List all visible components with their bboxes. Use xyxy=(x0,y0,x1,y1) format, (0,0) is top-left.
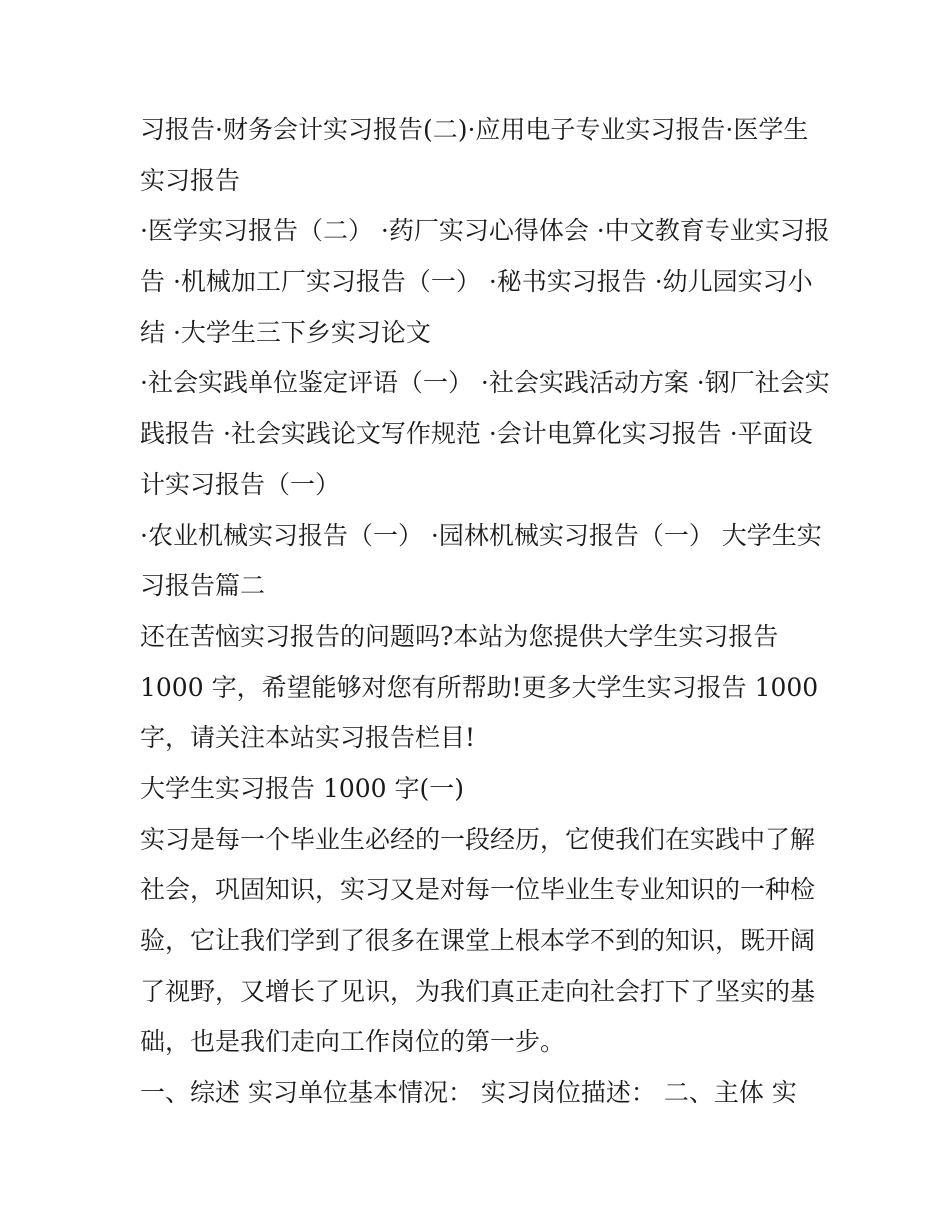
text-line: 一、综述 实习单位基本情况： 实习岗位描述： 二、主体 实 xyxy=(140,1078,797,1108)
text-line: 实习报告 xyxy=(140,165,241,195)
text-line: 习报告篇二 xyxy=(140,571,266,601)
text-line: 了视野，又增长了见识，为我们真正走向社会打下了坚实的基 xyxy=(140,976,816,1006)
text-line: 计实习报告（一） xyxy=(140,469,341,499)
text-line: 结 ·大学生三下乡实习论文 xyxy=(140,317,431,347)
text-line: ·农业机械实习报告（一） ·园林机械实习报告（一） 大学生实 xyxy=(140,520,822,550)
text-line: 还在苦恼实习报告的问题吗?本站为您提供大学生实习报告 xyxy=(140,621,779,651)
text-line: 社会，巩固知识，实习又是对每一位毕业生专业知识的一种检 xyxy=(140,875,816,905)
text-line: 告 ·机械加工厂实习报告（一） ·秘书实习报告 ·幼儿园实习小 xyxy=(140,267,813,297)
text-line: 验，它让我们学到了很多在课堂上根本学不到的知识，既开阔 xyxy=(140,926,816,955)
text-line: ·医学实习报告（二） ·药厂实习心得体会 ·中文教育专业实习报 xyxy=(140,216,830,246)
text-line: 习报告·财务会计实习报告(二)·应用电子专业实习报告·医学生 xyxy=(140,115,809,144)
section-heading: 大学生实习报告 1000 字(一) xyxy=(140,773,465,803)
text-line: ·社会实践单位鉴定评语（一） ·社会实践活动方案 ·钢厂社会实 xyxy=(140,368,830,398)
text-line: 1000 字，希望能够对您有所帮助!更多大学生实习报告 1000 xyxy=(140,672,819,702)
text-line: 础，也是我们走向工作岗位的第一步。 xyxy=(140,1027,566,1057)
text-line: 字，请关注本站实习报告栏目! xyxy=(140,723,476,753)
document-body xyxy=(140,105,830,1119)
text-line: 实习是每一个毕业生必经的一段经历，它使我们在实践中了解 xyxy=(140,824,816,854)
text-line: 践报告 ·社会实践论文写作规范 ·会计电算化实习报告 ·平面设 xyxy=(140,419,813,449)
